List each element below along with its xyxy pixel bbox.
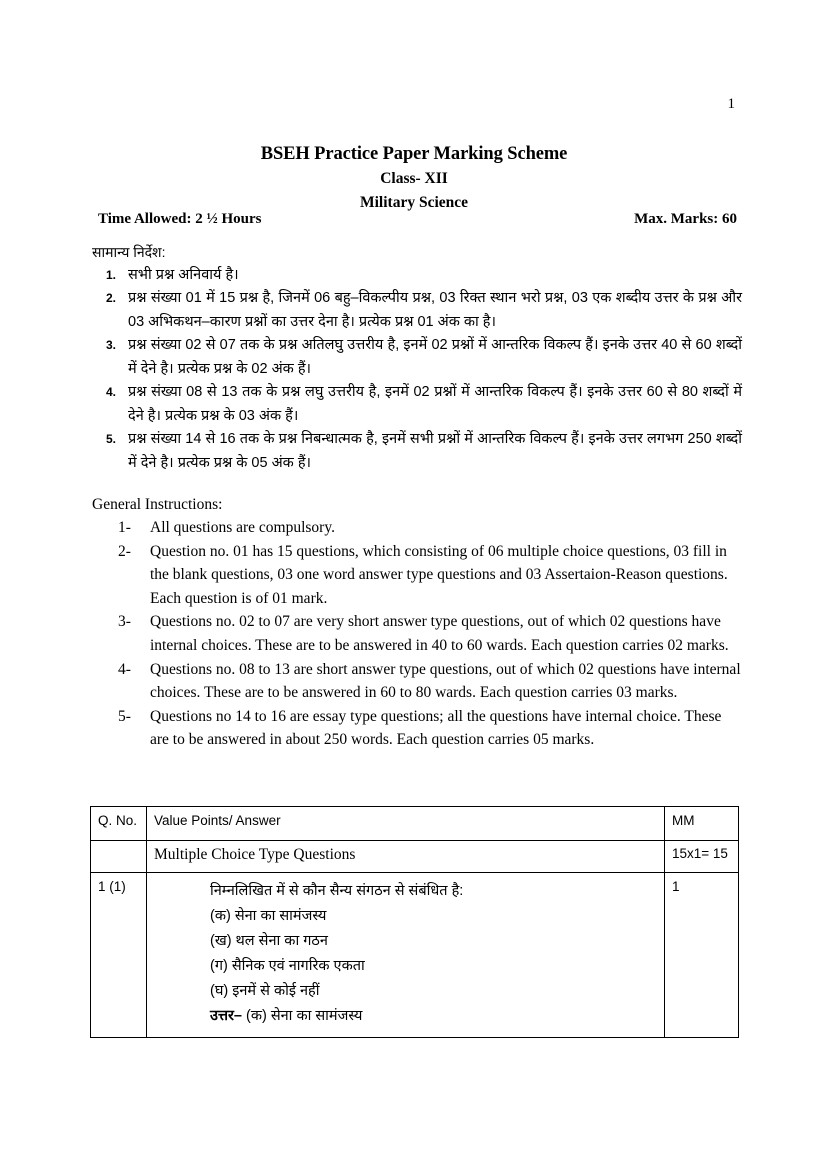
list-marker: 1- xyxy=(118,519,131,537)
list-item-text: Questions no. 08 to 13 are short answer type questions, out of which 02 questions have internal choices. These are to be answered in 60 to 80 wards. Each question carries 03 marks. xyxy=(150,660,741,702)
list-item-text: प्रश्न संख्या 08 से 13 तक के प्रश्न लघु उत्तरीय है, इनमें 02 प्रश्नों में आन्तरिक विकल्प हैं। इनके उत्तर 60 से 80 शब्दों में देने है। प्रत्येक प्रश्न के 03 अंक हैं। xyxy=(128,384,742,424)
question-body xyxy=(154,879,657,1029)
table-row xyxy=(91,841,739,873)
hindi-instructions-heading: सामान्य निर्देश: xyxy=(92,244,166,260)
list-marker: 5. xyxy=(106,432,117,447)
list-item-text: प्रश्न संख्या 01 में 15 प्रश्न है, जिनमें 06 बहु–विकल्पीय प्रश्न, 03 रिक्त स्थान भरो प्रश्न, 03 एक शब्दीय उत्तर के प्रश्न और 03 अभिकथन–कारण प्रश्नों का उत्तर देना है। प्रत्येक प्रश्न 01 अंक का है। xyxy=(128,290,742,330)
list-marker: 1. xyxy=(106,267,117,282)
list-marker: 3- xyxy=(118,613,131,631)
question-option: (क) सेना का सामंजस्य xyxy=(210,907,327,924)
question-stem: निम्नलिखित में से कौन सैन्य संगठन से संबंधित है: xyxy=(210,883,464,899)
cell-mm: 1 xyxy=(665,873,739,1038)
table-row xyxy=(91,873,739,1038)
answer-text: (क) सेना का सामंजस्य xyxy=(241,1007,363,1024)
cell-qno xyxy=(91,841,147,873)
cell-mm: 15x1= 15 xyxy=(665,841,739,873)
cell-qno: 1 (1) xyxy=(91,873,147,1038)
list-item xyxy=(92,287,742,334)
hindi-instructions-section xyxy=(92,243,742,475)
max-marks-label: Max. Marks: 60 xyxy=(634,211,737,227)
list-item xyxy=(92,658,742,705)
answer-label: उत्तर– xyxy=(210,1007,242,1024)
question-answer xyxy=(210,1004,657,1029)
question-option: (ग) सैनिक एवं नागरिक एकता xyxy=(210,957,365,974)
marking-scheme-table xyxy=(90,806,739,1038)
column-header-qno: Q. No. xyxy=(91,807,147,841)
list-marker: 3. xyxy=(106,338,117,353)
list-item xyxy=(92,705,742,752)
list-marker: 2- xyxy=(118,542,131,560)
list-item-text: प्रश्न संख्या 02 से 07 तक के प्रश्न अतिलघु उत्तरीय है, इनमें 02 प्रश्नों में आन्तरिक विकल्प हैं। इनके उत्तर 40 से 60 शब्दों में देने है। प्रत्येक प्रश्न के 02 अंक हैं। xyxy=(128,337,742,377)
exam-meta-row xyxy=(98,211,738,228)
list-marker: 4- xyxy=(118,660,131,678)
list-item xyxy=(92,540,742,611)
list-item xyxy=(92,334,742,381)
list-item-text: Question no. 01 has 15 questions, which consisting of 06 multiple choice questions, 03 fill in the blank questions, 03 one word answer type questions and 03 Assertaion-Reason questions. Each question is of 01 mark. xyxy=(150,542,728,607)
list-item xyxy=(92,428,742,475)
list-item xyxy=(92,516,742,540)
document-header xyxy=(90,143,738,214)
list-marker: 5- xyxy=(118,707,131,725)
subject-label: Military Science xyxy=(359,193,469,211)
list-item-text: All questions are compulsory. xyxy=(150,519,335,537)
list-item-text: Questions no 14 to 16 are essay type questions; all the questions have internal choice. These are to be answered in about 250 words. Each question carries 05 marks. xyxy=(150,707,722,749)
english-instructions-section xyxy=(92,493,742,752)
column-header-value-points: Value Points/ Answer xyxy=(147,807,665,841)
question-option: (घ) इनमें से कोई नहीं xyxy=(210,982,320,999)
list-item xyxy=(92,381,742,428)
list-marker: 2. xyxy=(106,291,117,306)
list-item-text: प्रश्न संख्या 14 से 16 तक के प्रश्न निबन्धात्मक है, इनमें सभी प्रश्नों में आन्तरिक विकल्प हैं। इनके उत्तर लगभग 250 शब्दों में देने है। प्रत्येक प्रश्न के 05 अंक हैं। xyxy=(128,431,742,471)
time-allowed-label: Time Allowed: 2 ½ Hours xyxy=(98,211,262,227)
class-label: Class- XII xyxy=(380,170,448,188)
list-item xyxy=(92,264,742,287)
list-item-text: Questions no. 02 to 07 are very short answer type questions, out of which 02 questions have internal choices. These are to be answered in 40 to 60 wards. Each question carries 02 marks. xyxy=(150,613,729,654)
hindi-instructions-list xyxy=(92,264,742,475)
list-marker: 4. xyxy=(106,385,117,400)
page-title: BSEH Practice Paper Marking Scheme xyxy=(260,144,568,164)
english-instructions-heading: General Instructions: xyxy=(92,496,223,513)
page-number: 1 xyxy=(727,96,735,112)
list-item-text: सभी प्रश्न अनिवार्य है। xyxy=(128,266,239,283)
english-instructions-list xyxy=(92,516,742,751)
table-header-row xyxy=(91,807,739,841)
cell-section-title: Multiple Choice Type Questions xyxy=(147,841,665,873)
question-option: (ख) थल सेना का गठन xyxy=(210,932,328,949)
list-item xyxy=(92,610,742,657)
cell-value-points xyxy=(147,873,665,1038)
column-header-mm: MM xyxy=(665,807,739,841)
